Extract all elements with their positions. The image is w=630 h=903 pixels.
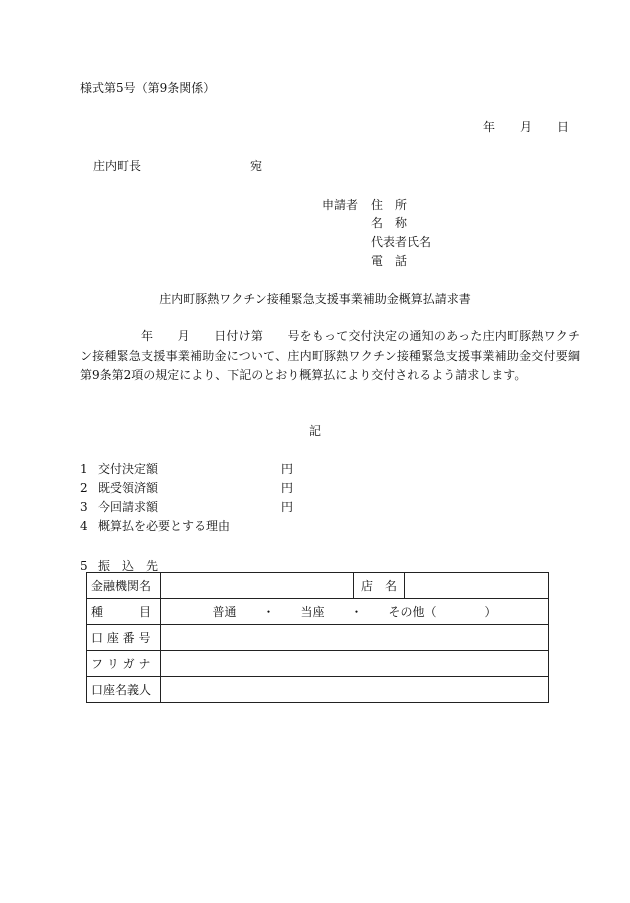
account-type-label: 種 目: [87, 599, 161, 625]
table-row: [87, 573, 549, 599]
date-day: 日: [557, 120, 570, 134]
furigana-field[interactable]: [161, 651, 549, 677]
account-holder-label: 口座名義人: [87, 677, 161, 703]
ki-heading: 記: [308, 424, 321, 438]
item-label: 既受領済額: [98, 481, 159, 495]
item-unit-yen: 円: [281, 481, 294, 495]
account-holder-field[interactable]: [161, 677, 549, 703]
item-requested-amount: [80, 499, 158, 515]
item-number: 3: [80, 500, 88, 514]
item-granted-amount: [80, 461, 158, 477]
applicant-name-label: 名 称: [371, 216, 408, 230]
item-received-amount: [80, 480, 158, 496]
date-line: [483, 119, 569, 135]
item-number: 4: [80, 519, 88, 533]
applicant-label: 申請者: [322, 198, 359, 212]
body-paragraph: 年 月 日付け第 号をもって交付決定の通知のあった庄内町豚熱ワクチン接種緊急支援事業補助金について、庄内町豚熱ワクチン接種緊急支援事業補助金交付要綱第9条第2項の規定により、下記のとおり概算払により交付されるよう請求します。: [80, 329, 580, 382]
bank-heading-number: 5: [80, 559, 88, 573]
item-unit-yen: 円: [281, 462, 294, 476]
addressee-suffix: 宛: [250, 159, 263, 173]
table-row: [87, 677, 549, 703]
item-reason: [80, 518, 230, 534]
furigana-label: フ リ ガ ナ: [87, 651, 161, 677]
addressee: 庄内町長: [93, 159, 142, 173]
type-separator: ・: [350, 605, 363, 619]
institution-label: 金融機関名: [87, 573, 161, 599]
type-option-other[interactable]: その他（ ）: [388, 605, 497, 619]
document-title: 庄内町豚熱ワクチン接種緊急支援事業補助金概算払請求書: [159, 292, 471, 306]
account-number-field[interactable]: [161, 625, 549, 651]
type-separator: ・: [262, 605, 275, 619]
item-number: 1: [80, 462, 88, 476]
table-row: [87, 625, 549, 651]
form-number: 様式第5号（第9条関係）: [80, 81, 216, 95]
item-number: 2: [80, 481, 88, 495]
item-label: 概算払を必要とする理由: [98, 519, 231, 533]
item-label: 今回請求額: [98, 500, 159, 514]
applicant-address-label: 住 所: [371, 198, 408, 212]
item-label: 交付決定額: [98, 462, 159, 476]
date-year: 年: [483, 120, 496, 134]
type-option-current[interactable]: 当座: [300, 605, 325, 619]
institution-field[interactable]: [161, 573, 354, 599]
account-number-label: 口 座 番 号: [87, 625, 161, 651]
bank-heading-label: 振 込 先: [98, 559, 159, 573]
branch-label: 店 名: [354, 573, 405, 599]
bank-transfer-table: [86, 572, 549, 703]
date-month: 月: [520, 120, 533, 134]
item-unit-yen: 円: [281, 500, 294, 514]
branch-field[interactable]: [405, 573, 549, 599]
table-row: [87, 651, 549, 677]
table-row: [87, 599, 549, 625]
applicant-representative-label: 代表者氏名: [371, 235, 432, 249]
account-type-field[interactable]: [161, 599, 549, 625]
type-option-ordinary[interactable]: 普通: [212, 605, 237, 619]
applicant-phone-label: 電 話: [371, 254, 408, 268]
